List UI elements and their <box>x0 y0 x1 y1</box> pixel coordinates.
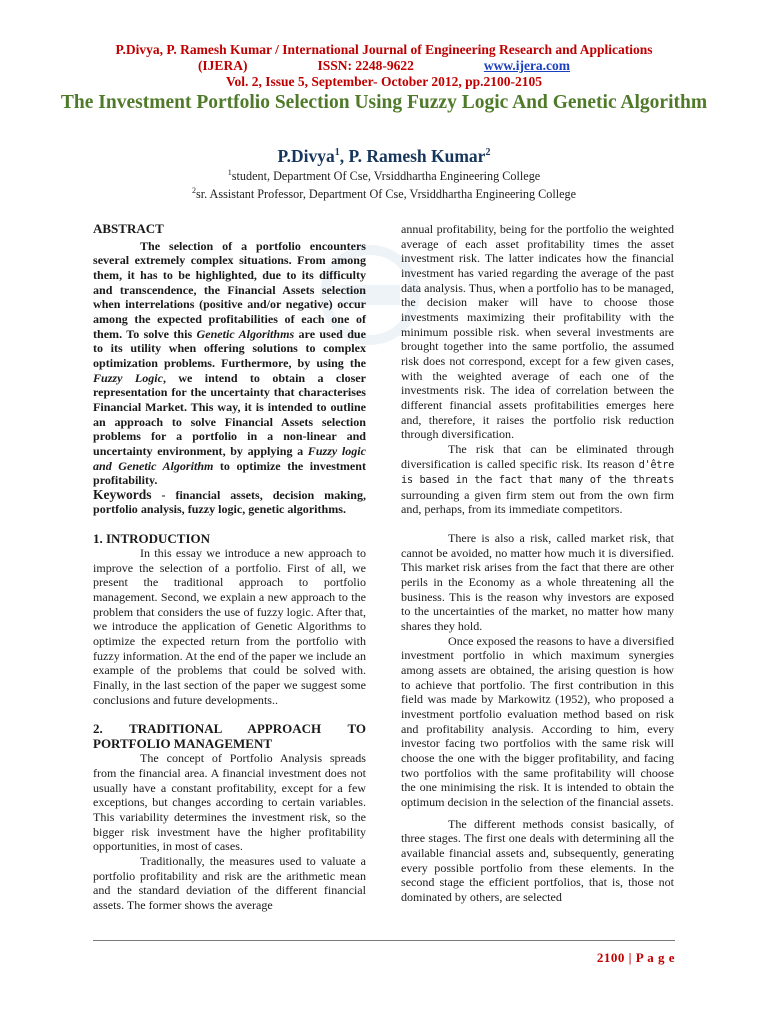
right-paragraph-4: Once exposed the reasons to have a diversified investment portfolio in which maximum synergies among assets are obtained, the arising question is how to achieve that portfolio. The first contribution in this field was made by Markowitz (1952), who proposed a investment portfolio evaluation method based on risk and profitability analysis. According to him, every investor facing two portfolios with the same risk will choose the one with the bigger profitability, and facing two portfolios with the same profitability will choose the one minimising the risk. It is intended to obtain the optimum decision in the selection of the financial assets. <box>401 633 674 809</box>
right-paragraph-2 <box>401 442 674 517</box>
spacer <box>93 517 366 531</box>
paragraph-part: surrounding a given firm stem out from the own firm and, perhaps, from its immediate competitors. <box>401 487 674 517</box>
affiliation-1-text: student, Department Of Cse, Vrsiddhartha Engineering College <box>231 169 541 184</box>
header-issn: ISSN: 2248-9622 <box>317 58 414 73</box>
header-volume: Vol. 2, Issue 5, September- October 2012, pp.2100-2105 <box>226 74 542 89</box>
header-website-link[interactable]: www.ijera.com <box>483 58 571 73</box>
keywords-label: Keywords <box>93 486 152 502</box>
affiliation-1-sup: 1 <box>227 168 232 177</box>
abstract-part: to optimize the investment profitability. <box>93 458 366 488</box>
author-1-sup: 1 <box>334 147 340 159</box>
keywords-text: - financial assets, decision making, portfolio analysis, fuzzy logic, genetic algorithms. <box>93 487 366 517</box>
affiliation-1 <box>60 166 708 184</box>
abstract-emphasis: Fuzzy logic and Genetic Algorithm <box>93 443 366 473</box>
affiliation-2-text: sr. Assistant Professor, Department Of Cse, Vrsiddhartha Engineering College <box>195 186 577 201</box>
author-2-sup: 2 <box>485 147 491 159</box>
running-header <box>40 42 728 90</box>
paragraph-mono-part: d'être is based in the fact that many of the threats <box>401 458 674 487</box>
section-heading-traditional-approach: 2. TRADITIONAL APPROACH TO <box>93 721 366 737</box>
page-number: 2100 | P a g e <box>596 950 675 965</box>
abstract-heading: ABSTRACT <box>93 221 164 236</box>
affiliation-2-sup: 2 <box>191 185 196 195</box>
paper-authors <box>60 146 708 167</box>
header-journal-abbr: (IJERA) <box>197 58 248 73</box>
abstract-emphasis: Genetic Algorithms <box>196 326 295 341</box>
introduction-paragraph: In this essay we introduce a new approach to improve the selection of a portfolio. First of all, we present the traditional approach to portfolio management. Second, we explain a new approach to the problem that considers the use of fuzzy logic. After that, we introduce the application of Genetic Algorithms to optimize the expected return from the portfolio with fuzzy information. At the end of the paper we include an example of the problems that could be solved with. Finally, in the last section of the paper we suggest some conclusions and future developments.. <box>93 546 366 707</box>
author-2: , P. Ramesh Kumar <box>339 146 486 166</box>
spacer <box>401 810 674 817</box>
header-authors-journal: P.Divya, P. Ramesh Kumar / International Journal of Engineering Research and Applications <box>115 42 653 57</box>
abstract-part: The selection of a portfolio encounters several extremely complex situations. From among them, it has to be highlighted, due to its difficulty and transcendence, the Financial Assets selection when interrelations (positive and/or negative) occur among the expected profitabilities of each one of them. To solve this <box>93 238 366 341</box>
affiliations <box>60 166 708 201</box>
right-paragraph-1: annual profitability, being for the portfolio the weighted average of each asset profitability times the asset investment risk. The latter indicates how the financial investment has varied regarding the average of the past data analysis. Thus, when a portfolio has to be managed, the decision maker will have to choose those investments maximizing their profitability with the minimum possible risk. when several investments are brought together into the same portfolio, the assumed risk does not correspond, except for a few given cases, with the weighted average of each one of the investments risk. The idea of correlation between the different financial assets profitabilities emerges here and, therefore, it raises the portfolio risk reduction through diversification. <box>401 222 674 442</box>
section2-paragraph-2: Traditionally, the measures used to valuate a portfolio profitability and risk are the arithmetic mean and the standard deviation of the different financial assets. The former shows the average <box>93 853 366 912</box>
abstract-part: , we intend to obtain a closer representation for the uncertainty that characterises Financial Market. This way, it is intended to outline an approach to solve Financial Assets selection problems for a portfolio in a non-linear and uncertainty environment, by applying a <box>93 370 366 458</box>
abstract-text <box>93 239 366 488</box>
section-heading-introduction: 1. INTRODUCTION <box>93 531 211 547</box>
right-paragraph-5: The different methods consist basically, of three stages. The first one deals with determining all the available financial assets and, subsequently, generating every possible portfolio from these elements. In the second stage the efficient portfolios, that is, those not dominated by others, are selected <box>401 816 674 904</box>
abstract-part: are used due to its utility when offering solutions to complex optimization problems. Furthermore, by using the <box>93 326 366 370</box>
header-issn-row <box>40 58 728 74</box>
footer-divider <box>93 940 675 941</box>
right-column <box>401 222 674 905</box>
author-1: P.Divya <box>277 146 335 166</box>
affiliation-2 <box>60 184 708 202</box>
section-heading-portfolio-management: PORTFOLIO MANAGEMENT <box>93 736 273 752</box>
paper-title: The Investment Portfolio Selection Using Fuzzy Logic And Genetic Algorithm <box>60 92 708 113</box>
paragraph-part: The risk that can be eliminated through diversification is called specific risk. Its reason <box>401 441 674 471</box>
right-paragraph-3: There is also a risk, called market risk, that cannot be avoided, no matter how much it is diversified. This market risk arises from the fact that there are other perils in the Economy as a whole threatening all the business. This is the reason why investors are exposed to the uncertainties of the market, no matter how many shares they hold. <box>401 531 674 634</box>
spacer <box>93 707 366 721</box>
spacer <box>401 517 674 531</box>
keywords <box>93 488 366 517</box>
left-column <box>93 222 366 913</box>
section2-paragraph-1: The concept of Portfolio Analysis spreads from the financial area. A financial investment does not usually have a constant profitability, except for a few exceptions, but changes according to certain variables. This variability determines the investment risk, so the bigger risk investment have the higher profitability opportunities, in most of cases. <box>93 751 366 854</box>
abstract-emphasis: Fuzzy Logic <box>93 370 163 385</box>
